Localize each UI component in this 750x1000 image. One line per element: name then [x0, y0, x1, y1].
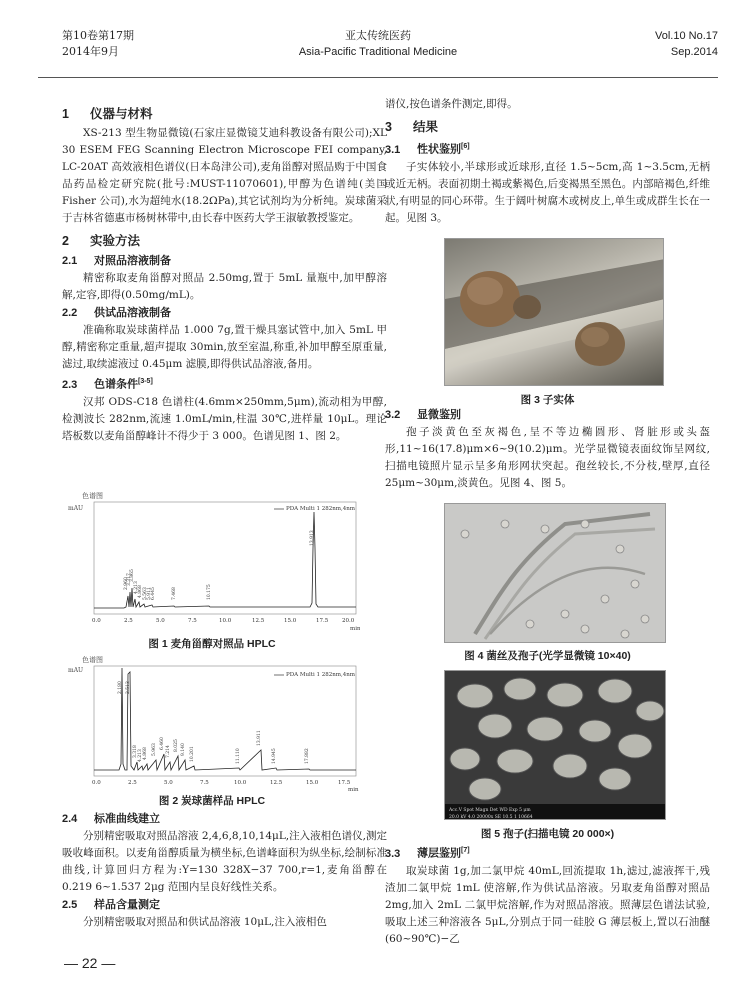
chrom1-title: 色谱图 — [82, 492, 103, 500]
svg-text:5.563: 5.563 — [143, 587, 148, 600]
figure-1-caption: 图 1 麦角甾醇对照品 HPLC — [148, 638, 276, 650]
paragraph: 取炭球菌 1g,加二氯甲烷 40mL,回流提取 1h,滤过,滤液挥干,残渣加二氯甲烷 1mL 使溶解,作为供试品溶液。另取麦角甾醇对照品 2mg,加入 2mL 二氯甲烷溶解,作为对照品溶液。照薄层色谱法试验,吸取上述三种溶液各 5μL,分别点于同一硅胶 G 薄层板上,置以石油醚(60~90℃)−乙 — [385, 864, 710, 945]
paragraph-continued: 谱仪,按色谱条件测定,即得。 — [385, 98, 518, 110]
chrom2-title: 色谱图 — [82, 656, 103, 664]
paragraph: 子实体较小,半球形或近球形,直径 1.5~5cm,高 1~3.5cm,无柄或近无柄。表面初期土褐或紫褐色,后变褐黑至黑色。内部暗褐色,纤维状,有明显的同心环带。生于阔叶树腐木或树皮上,单生或成群生长在一起。见图 3。 — [385, 160, 710, 224]
svg-text:10.175: 10.175 — [207, 584, 212, 600]
svg-text:7.214: 7.214 — [166, 745, 171, 758]
svg-text:13.913: 13.913 — [310, 530, 315, 546]
volume-en: Vol.10 No.17 — [655, 30, 718, 42]
chrom1-legend: PDA Multi 1 282nm,4nm — [286, 506, 355, 512]
chrom1-yunit: mAU — [68, 505, 84, 512]
svg-text:12.5: 12.5 — [252, 618, 265, 624]
hyphae-illustration — [445, 504, 666, 643]
chrom2-legend: PDA Multi 1 282nm,4nm — [286, 672, 355, 678]
paragraph: 汉邦 ODS-C18 色谱柱(4.6mm×250mm,5μm),流动相为甲醇,检测波长 282nm,流速 1.0mL/min,柱温 30℃,进样量 10μL。理论塔板数以麦角甾醇峰计不得少于 3 000。色谱见图 1、图 2。 — [62, 395, 387, 442]
svg-text:2.5: 2.5 — [128, 780, 137, 786]
svg-text:10.0: 10.0 — [219, 618, 232, 624]
svg-text:10.0: 10.0 — [234, 780, 247, 786]
figure-1-chromatogram — [64, 488, 360, 633]
subsection-heading: 2.4 标准曲线建立 — [62, 813, 160, 825]
subsection-heading: 3.1 性状鉴别[6] — [385, 143, 470, 156]
page-number: — 22 — — [64, 955, 116, 971]
header-right — [655, 28, 718, 60]
left-column-lower — [62, 810, 387, 931]
svg-text:15.0: 15.0 — [306, 780, 319, 786]
figure-2-chromatogram — [64, 654, 360, 792]
svg-text:7.5: 7.5 — [188, 618, 197, 624]
journal-title-en: Asia-Pacific Traditional Medicine — [298, 46, 458, 58]
svg-text:4.868: 4.868 — [138, 585, 143, 598]
journal-title-cn: 亚太传统医药 — [345, 29, 411, 42]
svg-text:4.868: 4.868 — [143, 747, 148, 760]
spore-cells — [461, 520, 649, 638]
paragraph: 准确称取炭球菌样品 1.000 7g,置干燥具塞试管中,加入 5mL 甲醇,精密称定重量,超声提取 30min,放至室温,称重,补加甲醇至原重量,滤过,取续滤液过 0.45μm 滤膜,即得供试品溶液,备用。 — [62, 324, 387, 370]
svg-text:6.445: 6.445 — [151, 587, 156, 600]
highlight-3 — [581, 327, 609, 347]
svg-text:2.960: 2.960 — [124, 577, 129, 590]
hypha-2 — [485, 529, 655, 639]
svg-text:3.317: 3.317 — [127, 573, 132, 586]
sem-spores-illustration — [445, 671, 666, 820]
svg-text:3.318: 3.318 — [133, 745, 138, 758]
paragraph-instruments: XS-213 型生物显微镜(石家庄显微镜艾迪科教设备有限公司);XL 30 ESEM FEG Scanning Electron Microscope FEI company, LC-20AT 高效液相色谱仪(日本岛津公司),麦角甾醇对照品购于中国食品药品检定研究院(批号:MUST-11070601),甲醇为色谱纯(美国 Fisher 公司),水为超纯水(18.2ΩPa),其它试剂均为分析纯。炭球菌采于吉林省德惠市杨树林带中,由长春中医药大学王淑敏教授鉴定。 — [62, 127, 387, 224]
svg-text:8.025: 8.025 — [174, 739, 179, 752]
subsection-heading: 3.2 显微鉴别 — [385, 409, 461, 421]
volume-cn: 第10卷第17期 — [62, 29, 134, 42]
paragraph: 孢子淡黄色至灰褐色,呈不等边椭圆形、肾脏形或头盔形,11~16(17.8)μm×6~9(10.2)μm。光学显微镜表面纹饰呈网纹,扫描电镜照片显示呈多角形网状突起。孢丝较长,不分枝,壁厚,直径 25μm~30μm,淡黄色。见图 4、图 5。 — [385, 426, 710, 489]
figure-3-caption: 图 3 子实体 — [520, 394, 575, 406]
figure-5-sem-micrograph — [444, 670, 666, 820]
sem-info-values: 20.0 kV 4.0 20000x SE 10.5 1 10664 — [449, 815, 533, 820]
svg-text:2.5: 2.5 — [124, 618, 133, 624]
svg-text:13.911: 13.911 — [257, 730, 262, 746]
subsection-heading: 3.3 薄层鉴别[7] — [385, 847, 470, 860]
right-column-mid — [385, 406, 710, 492]
chrom2-peak-labels — [117, 681, 310, 764]
svg-text:14.945: 14.945 — [272, 748, 277, 764]
svg-text:7.5: 7.5 — [200, 780, 209, 786]
paragraph: 分别精密吸取对照品和供试品溶液 10μL,注入液相色 — [83, 916, 327, 928]
subsection-heading: 2.3 色谱条件[3-5] — [62, 378, 153, 391]
running-header — [38, 28, 718, 78]
svg-text:4.213: 4.213 — [138, 749, 143, 762]
right-column — [385, 96, 710, 227]
fruiting-body-2 — [513, 295, 541, 319]
svg-text:10.201: 10.201 — [190, 746, 195, 762]
svg-text:20.0: 20.0 — [342, 618, 355, 624]
chrom2-yunit: mAU — [68, 667, 84, 674]
right-column-lower — [385, 842, 710, 948]
figure-3-fruiting-body-photo — [444, 238, 664, 386]
section-heading: 3 结果 — [385, 120, 439, 134]
svg-text:15.0: 15.0 — [284, 618, 297, 624]
svg-text:0.0: 0.0 — [92, 780, 101, 786]
svg-text:0.0: 0.0 — [92, 618, 101, 624]
sem-info-labels: Acc.V Spot Magn Det WD Exp 5 μm — [449, 808, 531, 813]
svg-text:4.213: 4.213 — [134, 581, 139, 594]
section-heading: 2 实验方法 — [62, 234, 141, 248]
svg-text:7.468: 7.468 — [172, 587, 177, 600]
paragraph: 分别精密吸取对照品溶液 2,4,6,8,10,14μL,注入液相色谱仪,测定吸收峰面积。以麦角甾醇质量为横坐标,色谱峰面积为纵坐标,绘制标准曲线,计算回归方程为:Y=130 328X−37 700,r=1,麦角甾醇在 0.219 6~1.537 2μg 范围内呈良好线性关系。 — [62, 830, 387, 893]
chrom2-plot-frame — [94, 666, 356, 776]
svg-text:2.180: 2.180 — [118, 681, 123, 694]
svg-text:5.963: 5.963 — [152, 743, 157, 756]
fruiting-body-illustration — [445, 239, 664, 386]
left-column — [62, 100, 387, 445]
svg-text:5.911: 5.911 — [147, 587, 152, 600]
svg-text:min: min — [348, 787, 359, 792]
svg-text:5.0: 5.0 — [156, 618, 165, 624]
chrom1-x-ticks — [92, 618, 360, 632]
svg-text:9.140: 9.140 — [181, 743, 186, 756]
subsection-heading: 2.1 对照品溶液制备 — [62, 255, 171, 267]
paragraph: 精密称取麦角甾醇对照品 2.50mg,置于 5mL 量瓶中,加甲醇溶解,定容,即得(0.50mg/mL)。 — [62, 272, 387, 301]
svg-text:6.460: 6.460 — [160, 737, 165, 750]
svg-text:17.882: 17.882 — [305, 748, 310, 764]
chromatogram-1-svg — [64, 488, 360, 633]
svg-text:11.110: 11.110 — [236, 748, 241, 764]
svg-text:min: min — [350, 626, 360, 632]
chromatogram-2-svg — [64, 654, 360, 792]
chrom1-peak-labels — [123, 530, 315, 600]
svg-text:17.5: 17.5 — [338, 780, 351, 786]
date-en: Sep.2014 — [670, 46, 718, 58]
chrom1-plot-frame — [94, 502, 356, 614]
header-center — [38, 28, 718, 60]
svg-text:3.865: 3.865 — [130, 569, 135, 582]
section-heading: 1 仪器与材料 — [62, 107, 153, 121]
highlight-1 — [467, 277, 503, 305]
figure-2-caption: 图 2 炭球菌样品 HPLC — [158, 795, 266, 807]
subsection-heading: 2.5 样品含量测定 — [62, 899, 160, 911]
figure-5-caption: 图 5 孢子(扫描电镜 20 000×) — [480, 828, 615, 840]
subsection-heading: 2.2 供试品溶液制备 — [62, 307, 171, 319]
svg-text:12.5: 12.5 — [270, 780, 283, 786]
chrom2-x-ticks — [92, 780, 359, 792]
figure-4-light-micrograph — [444, 503, 666, 643]
svg-text:2.513: 2.513 — [126, 681, 131, 694]
svg-text:17.5: 17.5 — [316, 618, 329, 624]
sem-spores — [450, 678, 664, 800]
svg-text:5.0: 5.0 — [164, 780, 173, 786]
date-cn: 2014年9月 — [62, 45, 119, 58]
figure-4-caption: 图 4 菌丝及孢子(光学显微镜 10×40) — [464, 650, 631, 662]
